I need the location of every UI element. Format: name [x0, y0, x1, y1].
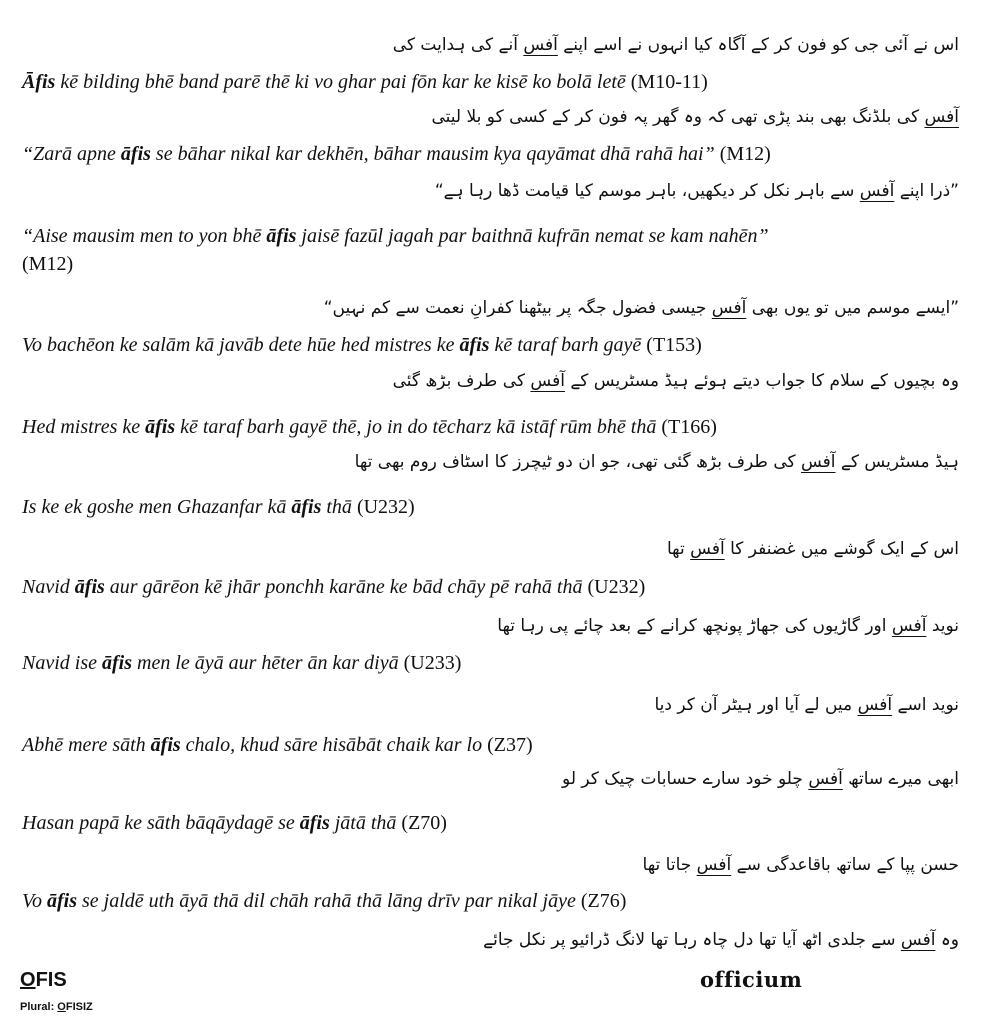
line-text: kē taraf barh gayē thē, jo in do tēcharz kā istāf rūm bhē thā: [175, 416, 657, 438]
line-text: Hasan papā ke sāth bāqāydagē se: [22, 812, 300, 834]
plural-form: [20, 1001, 93, 1013]
line-text: se bāhar nikal kar dekhēn, bāhar mausim kya qayāmat dhā rahā hai”: [150, 143, 715, 165]
source-ref: (U232): [582, 576, 646, 598]
source-ref: (M10-11): [625, 71, 708, 93]
keyword: آفس: [857, 695, 893, 715]
keyword: آفس: [891, 616, 927, 636]
etymology: officium: [700, 967, 803, 992]
line-text: اور گاڑیوں کی جھاڑ پونچھ کرانے کے بعد چائے پی رہا تھا: [497, 616, 892, 636]
keyword: āfis: [150, 734, 181, 756]
line-text: ابھی میرے ساتھ: [842, 769, 959, 789]
transliteration-line: [22, 495, 415, 519]
line-text: Hed mistres ke: [22, 416, 146, 438]
line-text: Vo: [22, 890, 47, 912]
keyword: آفس: [900, 930, 936, 950]
line-text: چلو خود سارے حسابات چیک کر لو: [562, 769, 809, 789]
line-text: Is ke ek goshe men Ghazanfar kā: [22, 496, 292, 518]
transliteration-line: [22, 224, 769, 248]
urdu-line: [654, 692, 959, 718]
source-ref: (U232): [351, 496, 415, 518]
keyword: آفس: [696, 855, 732, 875]
urdu-line: [483, 927, 959, 953]
line-text: aur gārēon kē jhār ponchh karāne ke bād chāy pē rahā thā: [104, 576, 583, 598]
line-text: حسن پپا کے ساتھ باقاعدگی سے: [731, 855, 959, 875]
line-text: men le āyā aur hēter ān kar diyā: [132, 652, 399, 674]
urdu-line: [667, 536, 959, 562]
line-text: Navid: [22, 576, 75, 598]
keyword: āfis: [299, 812, 330, 834]
keyword: āfis: [102, 652, 132, 674]
urdu-line: [355, 449, 959, 475]
keyword: āfis: [459, 334, 490, 356]
keyword: آفس: [711, 298, 747, 318]
transliteration-line: [22, 889, 626, 913]
line-text: تھا: [667, 539, 691, 559]
line-text: وہ بچیوں کے سلام کا جواب دیتے ہوئے ہیڈ مسٹریس کے: [564, 371, 959, 391]
keyword: āfis: [266, 225, 297, 247]
line-text: kē bilding bhē band parē thē ki vo ghar pai fōn kar ke kisē ko bolā letē: [55, 71, 626, 93]
transliteration-line: [22, 811, 447, 835]
keyword: آفس: [808, 769, 843, 789]
transliteration-line: [22, 733, 533, 757]
line-text: ”ایسے موسم میں تو یوں بھی: [746, 298, 959, 318]
urdu-line: [393, 368, 959, 394]
plural-rest: FISIZ: [65, 1001, 93, 1013]
line-text: وہ: [935, 930, 959, 950]
transliteration-line: [22, 252, 73, 276]
source-ref: (Z37): [482, 734, 533, 756]
line-text: thā: [321, 496, 352, 518]
source-ref: (T153): [641, 334, 702, 356]
line-text: Abhē mere sāth: [22, 734, 151, 756]
line-text: میں لے آیا اور ہیٹر آن کر دیا: [654, 695, 858, 715]
line-text: کی طرف بڑھ گئی: [392, 371, 531, 391]
line-text: اس کے ایک گوشے میں غضنفر کا: [724, 539, 959, 559]
headword: [20, 969, 67, 992]
line-text: آنے کی ہدایت کی: [392, 35, 524, 55]
urdu-line: [324, 295, 959, 321]
plural-label: Plural:: [20, 1001, 58, 1013]
line-text: اس نے آئی جی کو فون کر کے آگاہ کیا انہوں نے اسے اپنے: [557, 35, 959, 55]
keyword: آفس: [859, 181, 895, 201]
transliteration-line: [22, 575, 645, 599]
source-ref: (T166): [656, 416, 717, 438]
keyword: āfis: [120, 143, 151, 165]
urdu-line: [435, 178, 959, 204]
keyword: آفس: [690, 539, 725, 559]
line-text: سے باہر نکل کر دیکھیں، باہر موسم کیا قیامت ڈھا رہا ہے“: [434, 181, 860, 201]
source-ref: (M12): [714, 143, 771, 165]
source-ref: (U233): [398, 652, 462, 674]
transliteration-line: [22, 651, 461, 675]
line-text: ”ذرا اپنے: [894, 181, 959, 201]
line-text: جیسی فضول جگہ پر بیٹھنا کفرانِ نعمت سے کم نہیں“: [323, 298, 712, 318]
line-text: jaisē fazūl jagah par baithnā kufrān nemat se kam nahēn”: [296, 225, 769, 247]
line-text: se jaldē uth āyā thā dil chāh rahā thā lāng drīv par nikal jāye: [77, 890, 576, 912]
keyword: āfis: [145, 416, 176, 438]
line-text: جاتا تھا: [642, 855, 697, 875]
line-text: نوید اسے: [892, 695, 959, 715]
urdu-line: [497, 613, 959, 639]
keyword: آفس: [924, 107, 959, 127]
line-text: chalo, khud sāre hisābāt chaik kar lo: [180, 734, 483, 756]
keyword: āfis: [47, 890, 77, 912]
line-text: ہیڈ مسٹریس کے: [835, 452, 959, 472]
headword-initial: O: [20, 969, 36, 991]
transliteration-line: [22, 70, 708, 94]
line-text: سے جلدی اٹھ آیا تھا دل چاہ رہا تھا لانگ ڈرائیو پر نکل جائے: [483, 930, 901, 950]
keyword: آفس: [801, 452, 836, 472]
line-text: jātā thā: [329, 812, 397, 834]
urdu-line: [562, 766, 959, 792]
line-text: kē taraf barh gayē: [489, 334, 642, 356]
line-text: نوید: [926, 616, 959, 636]
headword-rest: FIS: [35, 969, 67, 991]
source-ref: (Z70): [396, 812, 447, 834]
plural-initial: O: [57, 1001, 66, 1013]
urdu-line: [643, 852, 959, 878]
line-text: کی بلڈنگ بھی بند پڑی تھی کہ وہ گھر پہ فون کر کے کسی کو بلا لیتی: [431, 107, 925, 127]
transliteration-line: [22, 415, 717, 439]
line-text: Navid ise: [22, 652, 102, 674]
keyword: āfis: [74, 576, 105, 598]
line-text: “Aise mausim men to yon bhē: [22, 225, 267, 247]
keyword: آفس: [530, 371, 565, 391]
source-ref: (Z76): [575, 890, 627, 912]
keyword: آفس: [523, 35, 558, 55]
transliteration-line: [22, 333, 702, 357]
line-text: کی طرف بڑھ گئی تھی، جو ان دو ٹیچرز کا اسٹاف روم بھی تھا: [354, 452, 801, 472]
keyword: Āfis: [22, 71, 56, 93]
keyword: āfis: [291, 496, 322, 518]
line-text: “Zarā apne: [22, 143, 121, 165]
source-ref: (M12): [22, 253, 74, 275]
transliteration-line: [22, 142, 771, 166]
urdu-line: [393, 32, 959, 58]
urdu-line: [432, 104, 960, 130]
line-text: Vo bachēon ke salām kā javāb dete hūe hed mistres ke: [22, 334, 460, 356]
